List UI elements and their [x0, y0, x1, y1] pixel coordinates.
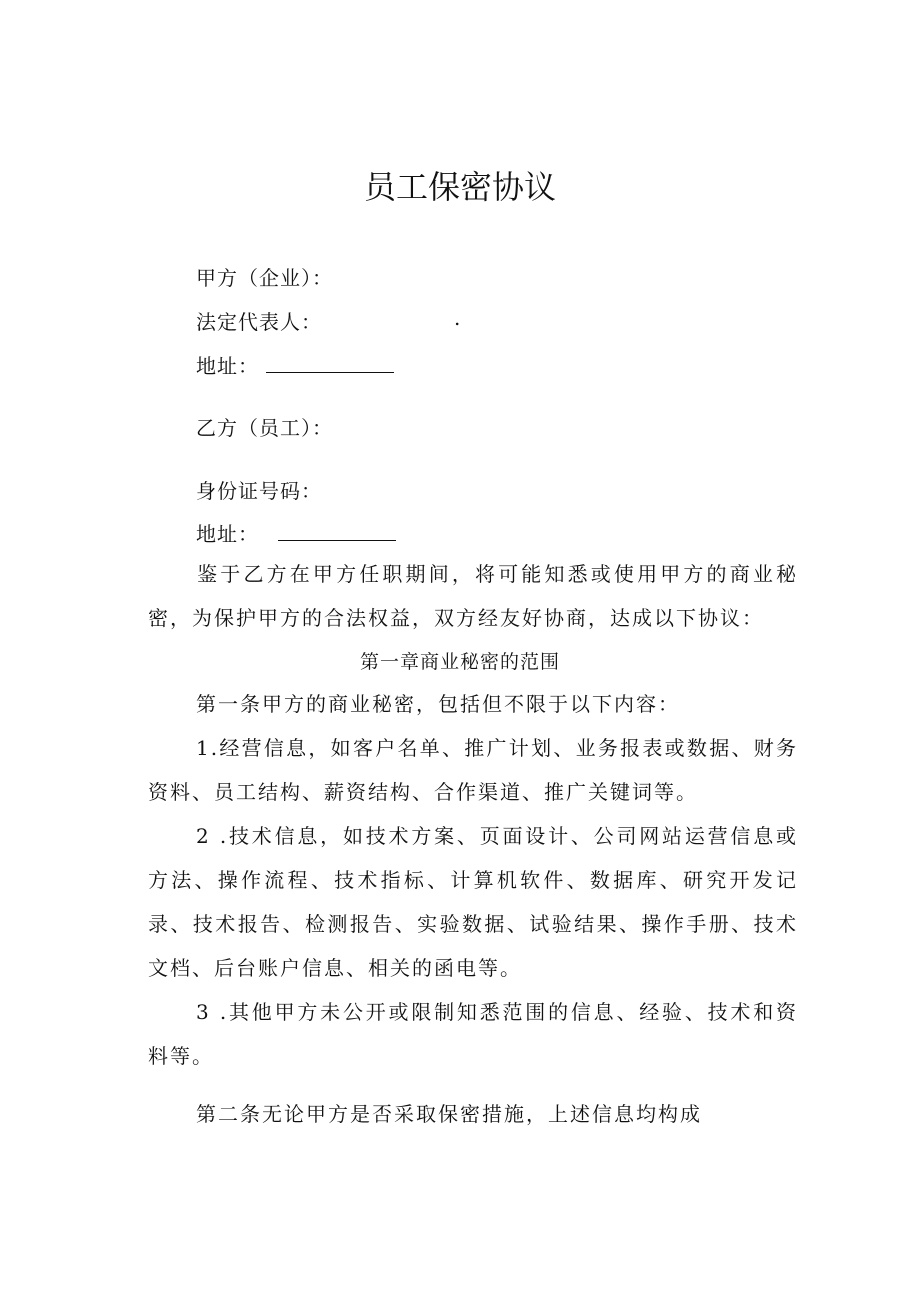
item-1-text: 1.经营信息，如客户名单、推广计划、业务报表或数据、财务资料、员工结构、薪资结构、合作渠道、推广关键词等。 [148, 736, 798, 804]
legal-rep-dot: . [454, 306, 462, 330]
item-2-paragraph [148, 814, 798, 990]
party-a-label: 甲方（企业）： [196, 266, 333, 290]
preamble-paragraph [148, 552, 798, 640]
item-2-text: 2 .技术信息，如技术方案、页面设计、公司网站运营信息或方法、操作流程、技术指标、计算机软件、数据库、研究开发记录、技术报告、检测报告、实验数据、试验结果、操作手册、技术文档、后台账户信息、相关的函电等。 [148, 824, 798, 980]
party-b-label: 乙方（员工）： [196, 416, 333, 440]
article-2-text: 第二条无论甲方是否采取保密措施，上述信息均构成 [196, 1102, 702, 1126]
party-b-address-line [196, 518, 396, 547]
legal-rep-label: 法定代表人： [196, 310, 322, 334]
article-1-paragraph [148, 682, 798, 726]
article-1-text: 第一条甲方的商业秘密，包括但不限于以下内容： [196, 692, 680, 716]
party-a-address-blank [266, 368, 394, 373]
legal-rep-line [196, 306, 462, 335]
party-b-address-blank [278, 536, 396, 541]
chapter-1-title: 第一章商业秘密的范围 [359, 651, 560, 673]
party-a-address-label: 地址： [196, 354, 259, 378]
item-1-paragraph [148, 726, 798, 814]
id-number-label: 身份证号码： [196, 479, 322, 503]
item-3-text: 3 .其他甲方未公开或限制知悉范围的信息、经验、技术和资料等。 [148, 1000, 798, 1068]
article-2-paragraph [148, 1092, 798, 1136]
item-3-paragraph [148, 990, 798, 1078]
document-title: 员工保密协议 [363, 168, 556, 206]
party-a-address-line [196, 350, 394, 379]
party-b-address-label: 地址： [196, 522, 259, 546]
preamble-text: 鉴于乙方在甲方任职期间，将可能知悉或使用甲方的商业秘密，为保护甲方的合法权益，双方经友好协商，达成以下协议： [148, 562, 798, 630]
